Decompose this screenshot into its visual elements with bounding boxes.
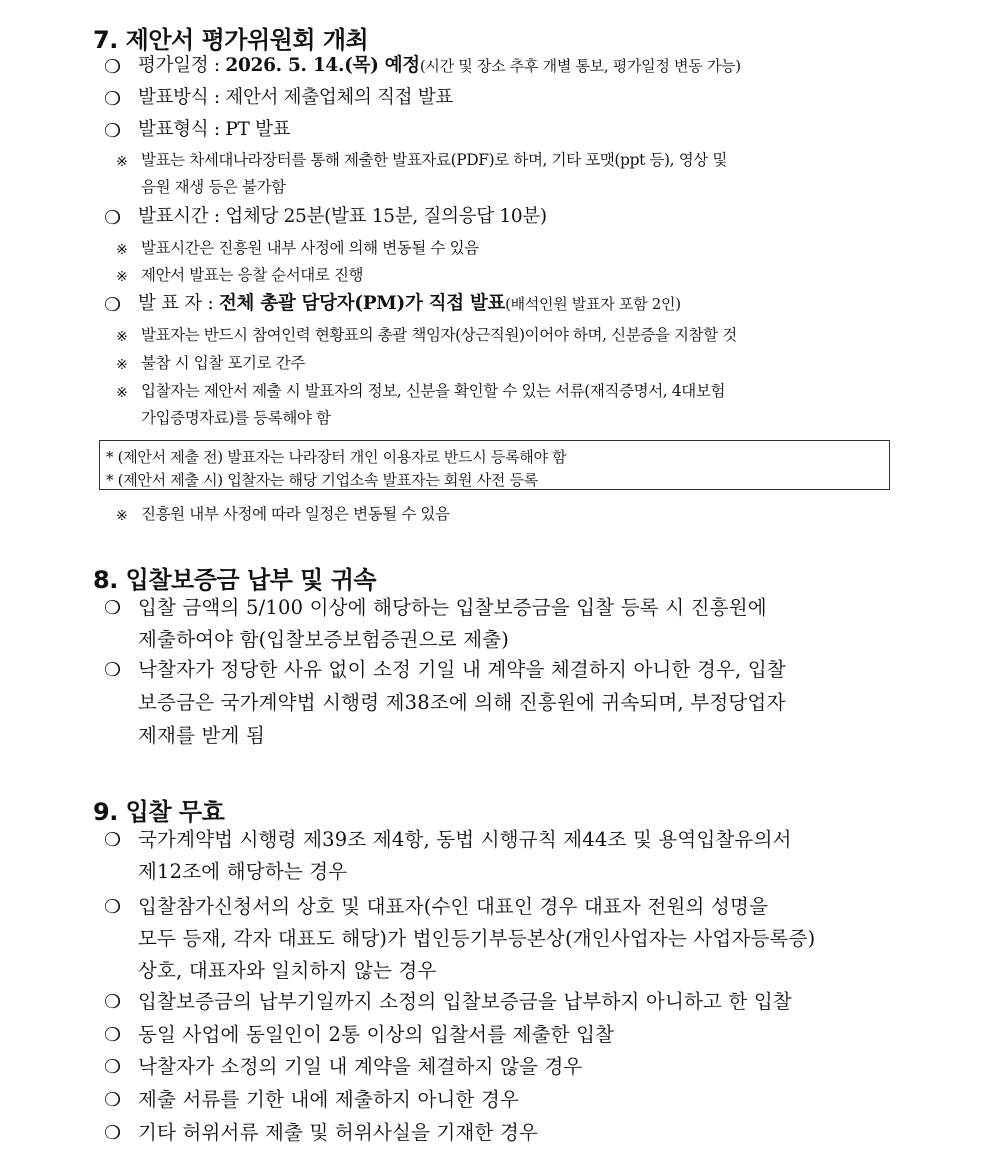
s8-item-forfeit-l1: 낙찰자가 정당한 사유 없이 소정 기일 내 계약을 체결하지 아니한 경우, 입찰 <box>138 658 786 681</box>
s9-item-registration-l1: 입찰참가신청서의 상호 및 대표자(수인 대표인 경우 대표자 전원의 성명을 <box>138 895 769 918</box>
bullet-icon: ❍ <box>104 56 122 78</box>
s8-item-forfeit-l3: 제재를 받게 됨 <box>138 724 266 747</box>
reference-mark-icon: ※ <box>116 154 128 170</box>
s7-item-presenter-pm: 전체 총괄 담당자(PM)가 직접 발표 <box>218 293 506 314</box>
bullet-icon: ❍ <box>104 207 122 229</box>
s9-item-no-contract: 낙찰자가 소정의 기일 내 계약을 체결하지 않을 경우 <box>138 1055 583 1078</box>
section-9-title: 9. 입찰 무효 <box>93 798 225 826</box>
reference-mark-icon: ※ <box>116 357 128 373</box>
s7-item-schedule <box>138 57 741 76</box>
s8-item-deposit-l1: 입찰 금액의 5/100 이상에 해당하는 입찰보증금을 입찰 등록 시 진흥원에 <box>138 596 767 619</box>
s9-item-false-documents: 기타 허위서류 제출 및 허위사실을 기재한 경우 <box>138 1121 539 1144</box>
s7-note-absence: 불참 시 입찰 포기로 간주 <box>141 354 305 372</box>
bullet-icon: ❍ <box>104 294 122 316</box>
s8-item-deposit-l2: 제출하여야 함(입찰보증보험증권으로 제출) <box>138 628 510 651</box>
s7-note-order: 제안서 발표는 응찰 순서대로 진행 <box>141 266 364 284</box>
notice-box <box>99 440 890 490</box>
s7-note-documents-l1: 입찰자는 제안서 제출 시 발표자의 정보, 신분을 확인할 수 있는 서류(재직증명서, 4대보험 <box>141 382 726 400</box>
s7-item-method: 발표방식 : 제안서 제출업체의 직접 발표 <box>138 87 453 108</box>
s9-item-late-documents: 제출 서류를 기한 내에 제출하지 아니한 경우 <box>138 1088 520 1111</box>
bullet-icon: ❍ <box>104 1089 122 1111</box>
reference-mark-icon: ※ <box>116 242 128 258</box>
s9-item-law-l1: 국가계약법 시행령 제39조 제4항, 동법 시행규칙 제44조 및 용역입찰유의서 <box>138 828 792 851</box>
s7-item-format: 발표형식 : PT 발표 <box>138 119 291 140</box>
s7-item-schedule-label: 평가일정 : <box>138 55 226 76</box>
reference-mark-icon: ※ <box>116 329 128 345</box>
bullet-icon: ❍ <box>104 991 122 1013</box>
notice-box-line-1: * (제안서 제출 전) 발표자는 나라장터 개인 이용자로 반드시 등록해야 함 <box>106 448 567 466</box>
s7-note-time-change: 발표시간은 진흥원 내부 사정에 의해 변동될 수 있음 <box>141 239 479 257</box>
s7-item-presenter-label: 발 표 자 : <box>138 293 219 314</box>
s7-note-materials-l2: 음원 재생 등은 불가함 <box>141 178 286 196</box>
bullet-icon: ❍ <box>104 597 122 619</box>
bullet-icon: ❍ <box>104 1056 122 1078</box>
s9-item-law-l2: 제12조에 해당하는 경우 <box>138 860 348 883</box>
bullet-icon: ❍ <box>104 896 122 918</box>
s9-item-duplicate: 동일 사업에 동일인이 2통 이상의 입찰서를 제출한 입찰 <box>138 1023 615 1046</box>
bullet-icon: ❍ <box>104 659 122 681</box>
section-7-title: 7. 제안서 평가위원회 개최 <box>93 26 369 54</box>
bullet-icon: ❍ <box>104 1122 122 1144</box>
section-8-title: 8. 입찰보증금 납부 및 귀속 <box>93 566 377 594</box>
s7-note-schedule-change: 진흥원 내부 사정에 따라 일정은 변동될 수 있음 <box>141 505 450 523</box>
s7-item-schedule-note: (시간 및 장소 추후 개별 통보, 평가일정 변동 가능) <box>419 57 741 75</box>
s7-item-time: 발표시간 : 업체당 25분(발표 15분, 질의응답 10분) <box>138 206 547 227</box>
bullet-icon: ❍ <box>104 1024 122 1046</box>
s8-item-forfeit-l2: 보증금은 국가계약법 시행령 제38조에 의해 진흥원에 귀속되며, 부정당업자 <box>138 691 786 714</box>
s9-item-registration-l2: 모두 등재, 각자 대표도 해당)가 법인등기부등본상(개인사업자는 사업자등록증) <box>138 927 816 950</box>
s9-item-deposit-unpaid: 입찰보증금의 납부기일까지 소정의 입찰보증금을 납부하지 아니하고 한 입찰 <box>138 990 792 1013</box>
notice-box-line-2: * (제안서 제출 시) 입찰자는 해당 기업소속 발표자는 회원 사전 등록 <box>106 471 538 489</box>
s7-item-schedule-date: 2026. 5. 14.(목) 예정 <box>225 55 420 76</box>
reference-mark-icon: ※ <box>116 508 128 524</box>
s7-item-presenter-note: (배석인원 발표자 포함 2인) <box>505 295 681 313</box>
reference-mark-icon: ※ <box>116 269 128 285</box>
bullet-icon: ❍ <box>104 829 122 851</box>
s9-item-registration-l3: 상호, 대표자와 일치하지 않는 경우 <box>138 959 437 982</box>
s7-note-presenter-qual: 발표자는 반드시 참여인력 현황표의 총괄 책임자(상근직원)이어야 하며, 신분증을 지참할 것 <box>141 326 737 344</box>
bullet-icon: ❍ <box>104 120 122 142</box>
s7-item-presenter <box>138 295 681 314</box>
s7-note-documents-l2: 가입증명자료)를 등록해야 함 <box>141 409 331 427</box>
bullet-icon: ❍ <box>104 88 122 110</box>
s7-note-materials-l1: 발표는 차세대나라장터를 통해 제출한 발표자료(PDF)로 하며, 기타 포맷(ppt 등), 영상 및 <box>141 151 727 169</box>
reference-mark-icon: ※ <box>116 385 128 401</box>
